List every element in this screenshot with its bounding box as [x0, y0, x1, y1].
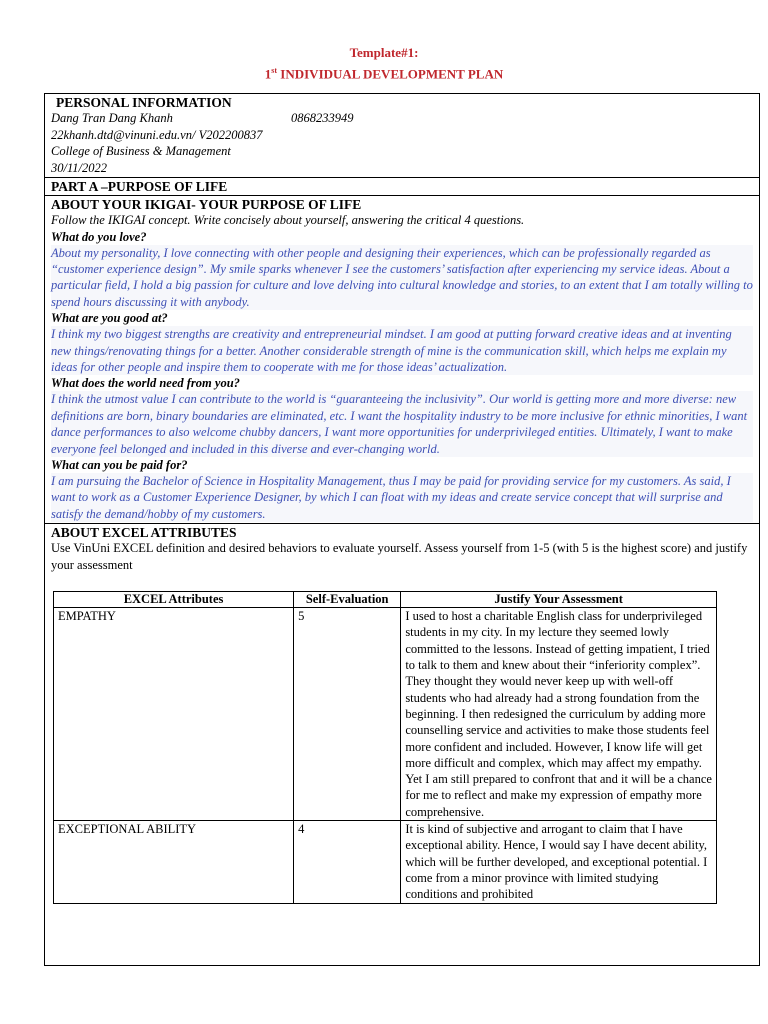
column-header: Justify Your Assessment [401, 592, 717, 608]
student-name: Dang Tran Dang Khanh [51, 111, 173, 125]
question-love: What do you love? [51, 229, 147, 244]
column-header: Self-Evaluation [294, 592, 401, 608]
justification-cell: It is kind of subjective and arrogant to claim that I have exceptional ability. Hence, I would say I have decent ability, which will be further developed, and exceptional potential. I come from a minor province with limited studying conditions and prohibited [401, 821, 717, 903]
answer-good-at: I think my two biggest strengths are creativity and entrepreneurial mindset. I am good at putting forward creative ideas and at inventing new things/renovating things for a better. Another considerable strength of mine is the communication skill, which helps me explain my ideas for other people and inspire them to cooperate with me for those ideas’ actualization. [51, 326, 753, 375]
form-date: 30/11/2022 [51, 160, 108, 175]
ikigai-heading: ABOUT YOUR IKIGAI- YOUR PURPOSE OF LIFE [51, 197, 362, 212]
student-phone: 0868233949 [291, 111, 354, 125]
plan-title: 1st INDIVIDUAL DEVELOPMENT PLAN [264, 66, 504, 82]
plan-form [44, 93, 760, 966]
question-good-at: What are you good at? [51, 311, 168, 326]
part-a-section [45, 178, 759, 196]
answer-world-need: I think the utmost value I can contribute to the world is “guaranteeing the inclusivity”. Our world is getting more and more diverse: new definitions are born, binary boundaries are eliminated, etc. I want the hospitality industry to be more inclusive for ethnic minorities, I want dance performances to also welcome chubby dancers, I want more opportunities for underprivileged entities. Ultimately, I want to make everyone feel belonged and included in this diverse and ever-changing world. [51, 391, 753, 457]
table-header-row [54, 592, 717, 608]
attribute-cell: EMPATHY [54, 608, 294, 821]
personal-info-heading: PERSONAL INFORMATION [56, 95, 232, 110]
student-email-id: 22khanh.dtd@vinuni.edu.vn/ V202200837 [51, 127, 263, 142]
excel-section [45, 524, 759, 903]
template-label: Template#1: [349, 45, 419, 60]
score-cell: 4 [294, 821, 401, 903]
answer-paid-for: I am pursuing the Bachelor of Science in Hospitality Management, thus I may be paid for providing service for my customers. As said, I want to work as a Customer Experience Designer, by which I can float with my ideas and create service concept that will surprise and satisfy the demand/hobby of my customers. [51, 473, 753, 522]
ikigai-instruction: Follow the IKIGAI concept. Write concisely about yourself, answering the critical 4 questions. [51, 213, 525, 227]
table-row [54, 821, 717, 903]
student-college: College of Business & Management [51, 144, 231, 158]
document-title [0, 44, 768, 83]
question-world-need: What does the world need from you? [51, 376, 240, 391]
column-header: EXCEL Attributes [54, 592, 294, 608]
ikigai-section [45, 196, 759, 524]
part-a-heading: PART A –PURPOSE OF LIFE [51, 179, 228, 194]
table-row [54, 608, 717, 821]
excel-instruction: Use VinUni EXCEL definition and desired behaviors to evaluate yourself. Assess yourself from 1-5 (with 5 is the highest score) and justify your assessment [51, 541, 748, 572]
question-paid-for: What can you be paid for? [51, 457, 188, 472]
justification-cell: I used to host a charitable English class for underprivileged students in my city. In my lecture they seemed lowly committed to the lessons. Instead of getting impatient, I tried to talk to them and knew about their “inferiority complex”. They thought they would never keep up with well-off students who had already had a strong foundation from the beginning. I then redesigned the curriculum by adding more counselling service and activities to make those students feel more confident and included. However, I know life will get more difficult and complex, which may affect my empathy. Yet I am still prepared to confront that and it will be a chance for me to reflect and make my expression of empathy more comprehensive. [401, 608, 717, 821]
excel-table [53, 591, 717, 903]
score-cell: 5 [294, 608, 401, 821]
excel-heading: ABOUT EXCEL ATTRIBUTES [51, 525, 237, 541]
personal-info-section [45, 94, 759, 178]
attribute-cell: EXCEPTIONAL ABILITY [54, 821, 294, 903]
answer-love: About my personality, I love connecting with other people and designing their experiences, which can be professionally regarded as “customer experience design”. My smile sparks whenever I see the customers’ satisfaction after experiencing my service ideas. About a particular field, I hold a big passion for culture and love delving into cultural knowledge and stories, to an extent that I am totally willing to spend hours discussing it with anybody. [51, 245, 753, 309]
